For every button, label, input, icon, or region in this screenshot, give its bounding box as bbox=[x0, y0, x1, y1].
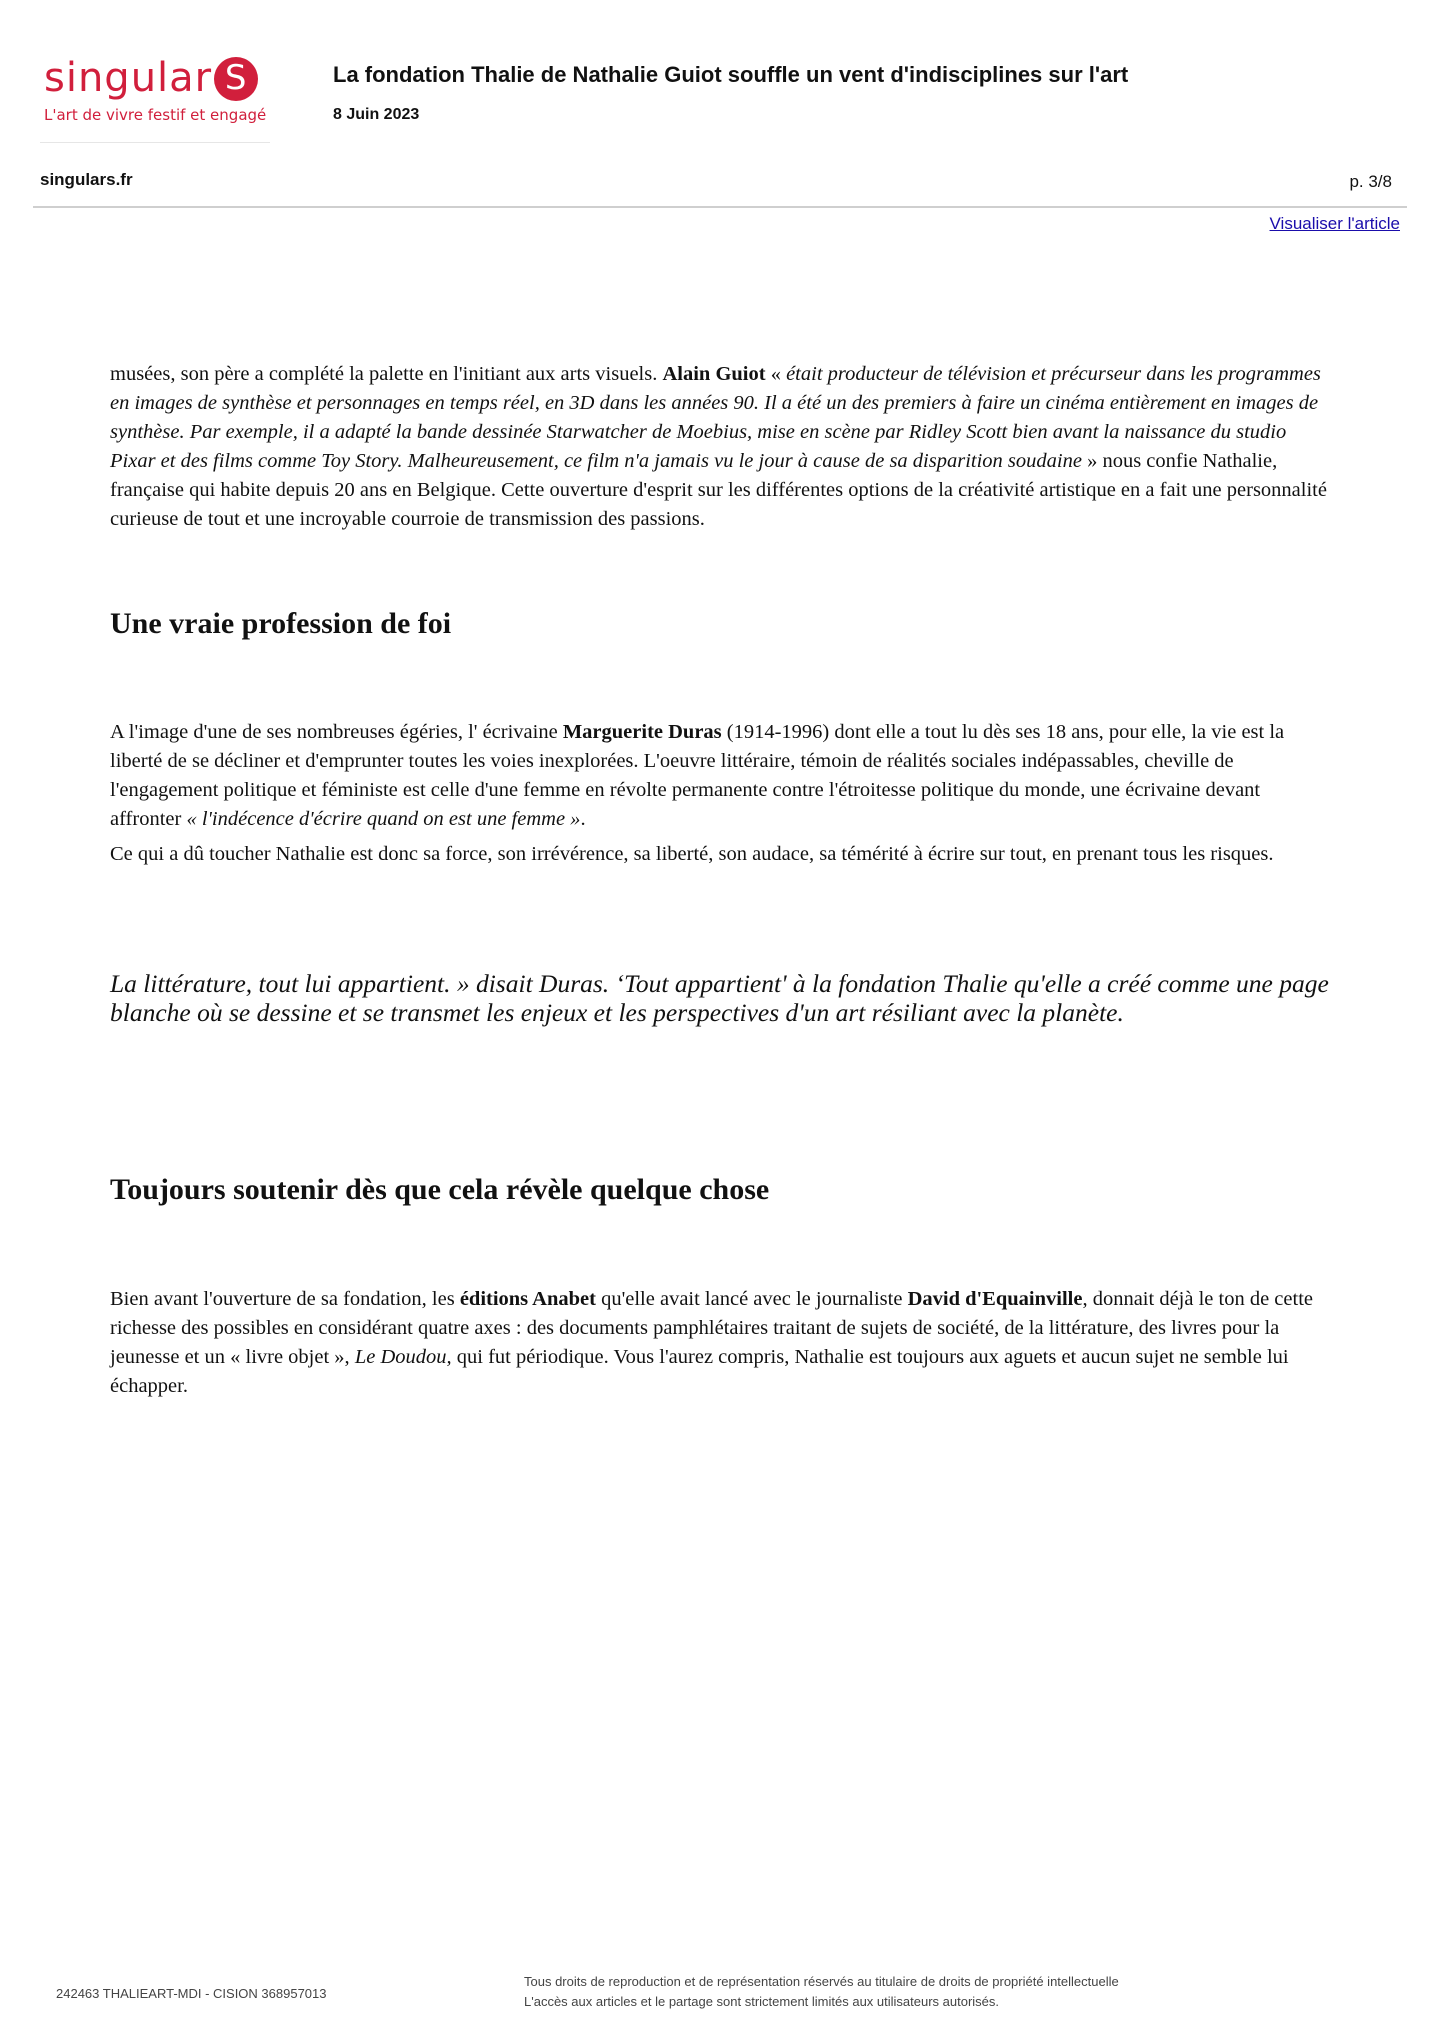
pull-quote bbox=[110, 969, 1335, 1027]
heading-profession-de-foi: Une vraie profession de foi bbox=[110, 607, 452, 640]
article-date: 8 Juin 2023 bbox=[333, 106, 420, 123]
singulars-logo bbox=[40, 50, 270, 143]
pull-quote-text: La littérature, tout lui appartient. » disait Duras. ‘Tout appartient' à la fondation Thalie qu'elle a créé comme une page blanche où se dessine et se transmet les enjeux et les perspectives d'un art résiliant avec la planète. bbox=[110, 969, 1329, 1027]
paragraph-3: Ce qui a dû toucher Nathalie est donc sa force, son irrévérence, sa liberté, son audace, sa témérité à écrire sur tout, en prenant tous les risques. bbox=[110, 843, 1274, 865]
source-name: singulars.fr bbox=[40, 170, 133, 189]
section-heading-1 bbox=[110, 604, 1335, 644]
logo-s-mark: S bbox=[214, 57, 258, 101]
footer-rights-line-2: L'accès aux articles et le partage sont strictement limités aux utilisateurs autorisés. bbox=[524, 1994, 1000, 2009]
p4-editions-anabet: éditions Anabet bbox=[459, 1288, 596, 1310]
p1-name-alain-guiot: Alain Guiot bbox=[662, 363, 766, 385]
footer-rights bbox=[524, 1972, 1119, 2012]
p4-name-equainville: David d'Equainville bbox=[907, 1288, 1083, 1310]
p1-quote: était producteur de télévision et précurseur dans les programmes en images de synthèse et personnages en temps réel, en 3D dans les années 90. Il a été un des premiers à faire un cinéma entièrement en images de synthèse. Par exemple, il a adapté la bande dessinée Starwatcher de Moebius, mise en scène par Ridley Scott bien avant la naissance du studio Pixar et des films comme Toy Story. Malheureusement, ce film n'a jamais vu le jour à cause de sa disparition soudaine bbox=[110, 363, 1321, 472]
logo-wordmark bbox=[44, 50, 258, 106]
p1-quote-open: « bbox=[765, 363, 787, 385]
p1-text-end: » nous confie Nathalie, française qui habite depuis 20 ans en Belgique. Cette ouverture d'esprit sur les différentes options de la créativité artistique en a fait une personnalité curieuse de tout et une incroyable courroie de transmission des passions. bbox=[110, 450, 1327, 530]
p2-text: A l'image d'une de ses nombreuses égéries, l' écrivaine bbox=[110, 721, 563, 743]
p4-text: Bien avant l'ouverture de sa fondation, les bbox=[110, 1288, 460, 1310]
p1-text: musées, son père a complété la palette en l'initiant aux arts visuels. bbox=[110, 363, 663, 385]
paragraph-4 bbox=[110, 1285, 1335, 1401]
page-number: p. 3/8 bbox=[1349, 172, 1392, 191]
p4-text-end: qui fut périodique. Vous l'aurez compris, Nathalie est toujours aux aguets et aucun sujet ne semble lui échapper. bbox=[110, 1346, 1289, 1397]
p2-name-duras: Marguerite Duras bbox=[562, 721, 722, 743]
heading-toujours-soutenir: Toujours soutenir dès que cela révèle quelque chose bbox=[110, 1173, 770, 1206]
p4-text-mid2: , donnait déjà le ton de cette richesse des possibles en considérant quatre axes : des documents pamphlétaires traitant de sujets de société, de la littérature, des livres pour la jeunesse et un « livre objet », bbox=[110, 1288, 1313, 1368]
footer-document-id: 242463 THALIEART-MDI - CISION 368957013 bbox=[56, 1986, 327, 2001]
p2-text-mid: (1914-1996) dont elle a tout lu dès ses 18 ans, pour elle, la vie est la liberté de se décliner et d'emprunter toutes les voies inexplorées. L'oeuvre littéraire, témoin de réalités sociales indépassables, cheville de l'engagement politique et féministe est celle d'une femme en révolte permanente contre l'étroitesse politique du monde, une écrivaine devant affronter bbox=[110, 721, 1285, 830]
paragraph-1 bbox=[110, 360, 1335, 534]
paragraph-2 bbox=[110, 718, 1335, 869]
view-article-link[interactable]: Visualiser l'article bbox=[1269, 214, 1400, 233]
p2-quote: « l'indécence d'écrire quand on est une femme » bbox=[186, 808, 581, 830]
logo-tagline: L'art de vivre festif et engagé bbox=[44, 106, 267, 124]
p4-le-doudou: Le Doudou, bbox=[354, 1346, 452, 1368]
article-title: La fondation Thalie de Nathalie Guiot souffle un vent d'indisciplines sur l'art bbox=[333, 62, 1129, 87]
p2-text-end: . bbox=[580, 808, 586, 830]
section-heading-2 bbox=[110, 1170, 1335, 1210]
footer-rights-line-1: Tous droits de reproduction et de représentation réservés au titulaire de droits de propriété intellectuelle bbox=[524, 1974, 1119, 1989]
logo-wordmark-text: singular bbox=[44, 55, 213, 101]
header-divider bbox=[33, 206, 1407, 208]
p4-text-mid: qu'elle avait lancé avec le journaliste bbox=[595, 1288, 908, 1310]
